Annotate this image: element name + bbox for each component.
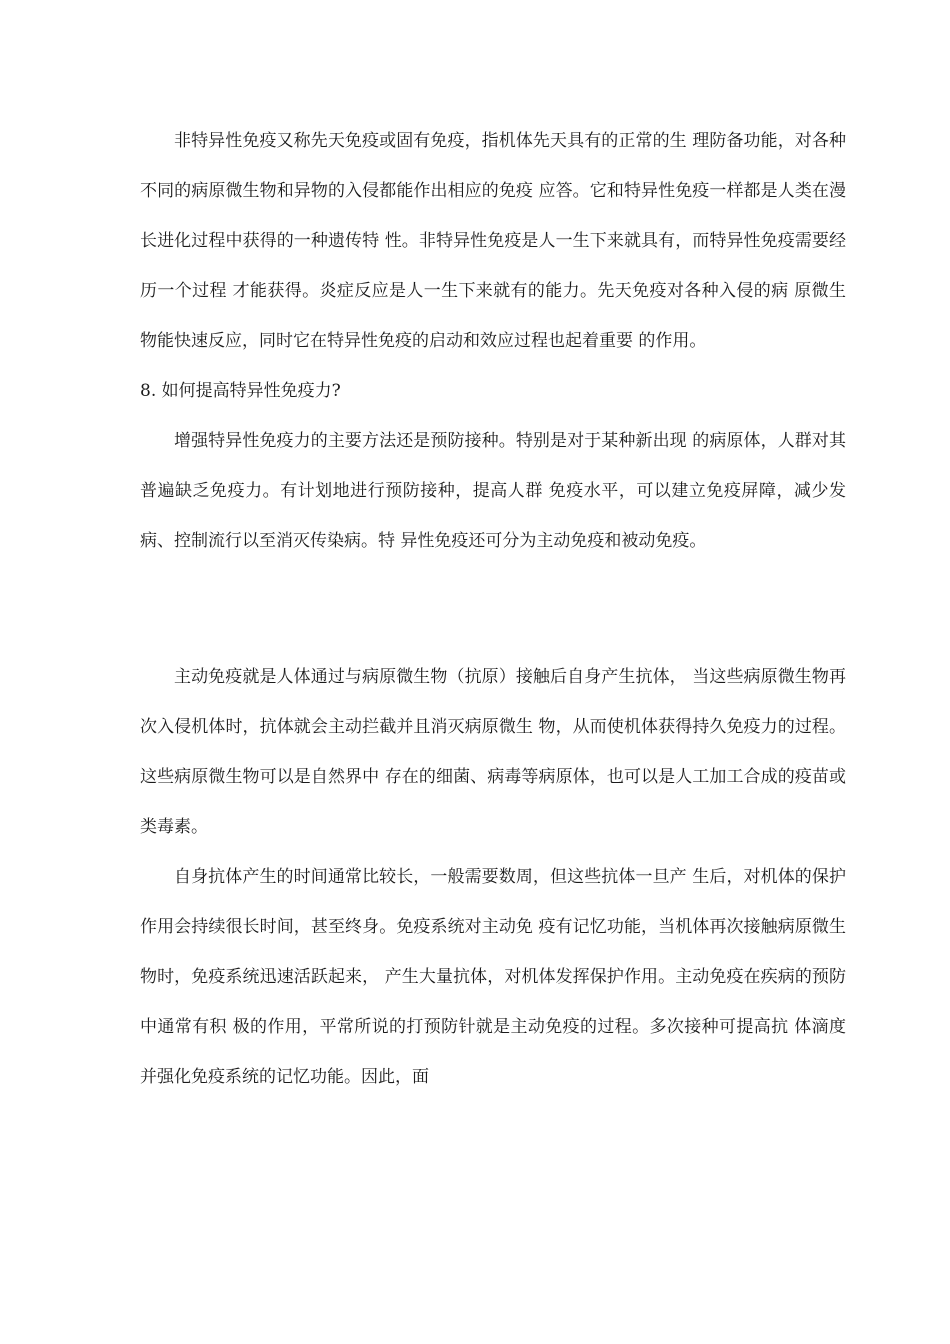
paragraph-antibody-production: 自身抗体产生的时间通常比较长，一般需要数周，但这些抗体一旦产 生后，对机体的保护作用会持续很长时间，甚至终身。免疫系统对主动免 疫有记忆功能，当机体再次接触病原微生物时，免疫系统迅速活跃起来， 产生大量抗体，对机体发挥保护作用。主动免疫在疾病的预防中通常有积 极的作用，平常所说的打预防针就是主动免疫的过程。多次接种可提高抗 体滴度并强化免疫系统的记忆功能。因此，面 bbox=[140, 867, 846, 1087]
paragraph-nonspecific-immunity: 非特异性免疫又称先天免疫或固有免疫，指机体先天具有的正常的生 理防备功能，对各种不同的病原微生物和异物的入侵都能作出相应的免疫 应答。它和特异性免疫一样都是人类在漫长进化过程中获得的一种遗传特 性。非特异性免疫是人一生下来就具有，而特异性免疫需要经历一个过程 才能获得。炎症反应是人一生下来就有的能力。先天免疫对各种入侵的病 原微生物能快速反应，同时它在特异性免疫的启动和效应过程也起着重要 的作用。 bbox=[140, 131, 846, 351]
paragraph-gap bbox=[140, 566, 846, 652]
document-page bbox=[140, 116, 846, 1102]
section-heading-8: 8. 如何提高特异性免疫力? bbox=[140, 381, 341, 401]
paragraph-vaccination: 增强特异性免疫力的主要方法还是预防接种。特别是对于某种新出现 的病原体，人群对其普遍缺乏免疫力。有计划地进行预防接种，提高人群 免疫水平，可以建立免疫屏障，减少发病、控制流行以至消灭传染病。特 异性免疫还可分为主动免疫和被动免疫。 bbox=[140, 431, 846, 551]
paragraph-active-immunity: 主动免疫就是人体通过与病原微生物（抗原）接触后自身产生抗体， 当这些病原微生物再次入侵机体时，抗体就会主动拦截并且消灭病原微生 物，从而使机体获得持久免疫力的过程。这些病原微生物可以是自然界中 存在的细菌、病毒等病原体，也可以是人工加工合成的疫苗或类毒素。 bbox=[140, 667, 846, 837]
